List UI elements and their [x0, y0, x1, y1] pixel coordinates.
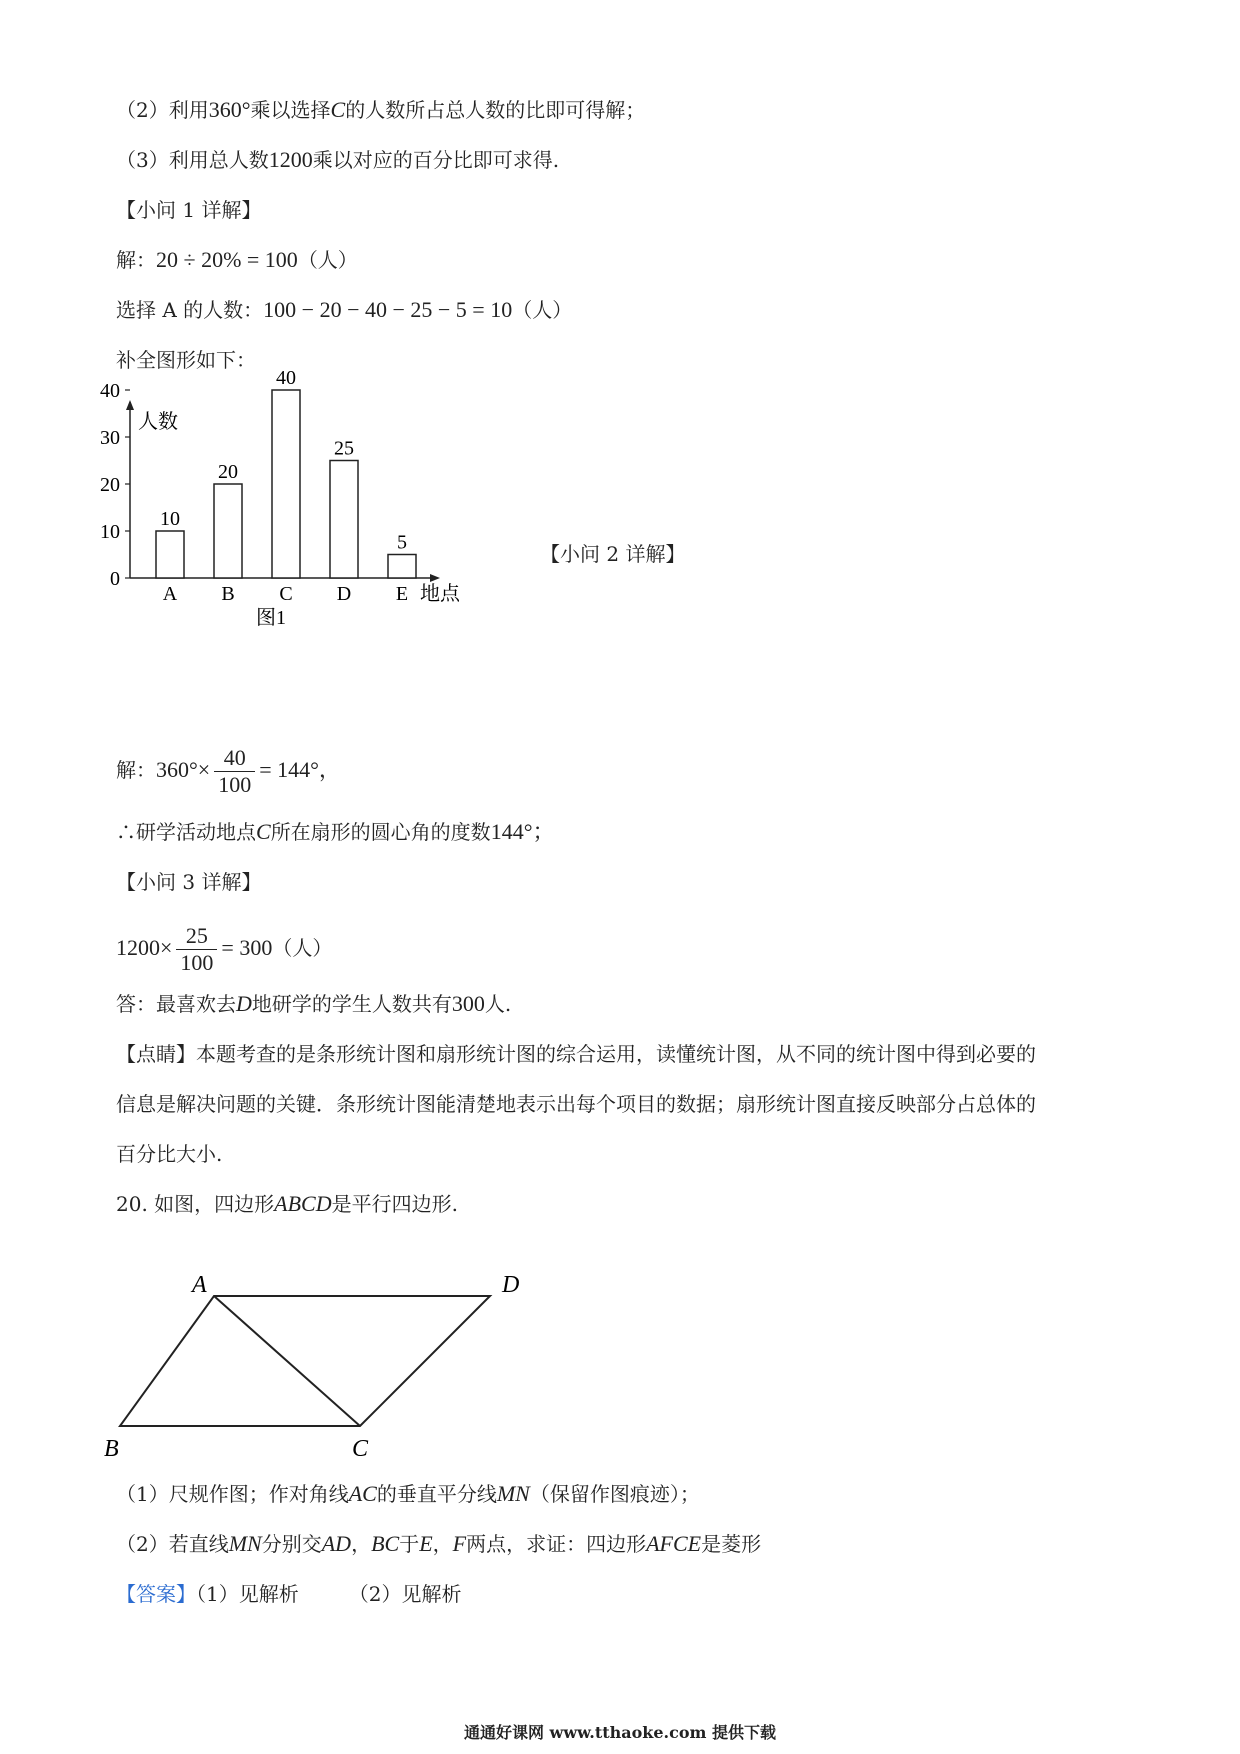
parallelogram-abcd	[120, 1296, 490, 1426]
bar-C	[272, 390, 300, 578]
answer-line: 【答案】（1）见解析 （2）见解析	[116, 1582, 462, 1606]
data-label-B: 20	[218, 461, 238, 483]
section-header-q1: 【小问 1 详解】	[116, 198, 262, 222]
data-label-D: 25	[334, 437, 354, 460]
page-footer: 通通好课网 www.tthaoke.com 提供下载	[463, 1723, 777, 1742]
vertex-label-c: C	[352, 1436, 369, 1462]
data-label-C: 40	[276, 367, 296, 389]
chart-caption: 图1	[256, 607, 286, 629]
y-axis-arrow	[126, 400, 134, 410]
bar-B	[214, 484, 242, 578]
y-tick-label: 40	[100, 380, 120, 402]
bar-D	[330, 461, 358, 579]
line-count-a: 选择 A 的人数：100 − 20 − 40 − 25 − 5 = 10（人）	[116, 297, 573, 322]
category-label-E: E	[395, 583, 409, 605]
category-label-B: B	[221, 583, 235, 605]
fraction-25-100: $\frac{25}{100}$	[176, 923, 217, 976]
answer-tag: 【答案】	[116, 1582, 196, 1606]
bar-E	[388, 555, 416, 579]
x-axis-arrow	[430, 574, 440, 582]
bar-A	[156, 531, 184, 578]
line-people-calc: 1200× $\frac{25}{100}$ = 300（人）	[116, 923, 333, 975]
y-tick-label: 10	[100, 521, 120, 543]
subquestion-2: （2）若直线MN分别交AD，BC于E，F两点，求证：四边形AFCE是菱形	[116, 1531, 762, 1556]
vertex-label-b: B	[104, 1436, 119, 1462]
line-therefore: ∴研学活动地点C所在扇形的圆心角的度数144°；	[116, 819, 555, 844]
comment-paragraph-1: 【点睛】本题考查的是条形统计图和扇形统计图的综合运用，读懂统计图，从不同的统计图中得到必要的	[116, 1042, 1036, 1066]
data-label-A: 10	[160, 508, 180, 530]
fraction-40-100: $\frac{40}{100}$	[214, 745, 255, 798]
y-axis-label: 人数	[138, 411, 178, 433]
section-header-q2: 【小问 2 详解】	[540, 542, 686, 566]
line-angle-calc: 解：360°× $\frac{40}{100}$ = 144°，	[116, 745, 341, 797]
comment-paragraph-3: 百分比大小.	[116, 1142, 223, 1166]
x-axis-label: 地点	[420, 583, 460, 605]
parallelogram-figure	[100, 1270, 560, 1470]
vertex-label-d: D	[502, 1272, 520, 1298]
question-20: 20. 如图，四边形ABCD是平行四边形.	[116, 1191, 458, 1216]
comment-paragraph-2: 信息是解决问题的关键．条形统计图能清楚地表示出每个项目的数据；扇形统计图直接反映部分占总体的	[116, 1092, 1036, 1116]
y-tick-label: 20	[100, 474, 120, 496]
category-label-A: A	[162, 583, 178, 605]
line-hint-2: （2）利用360°乘以选择C的人数所占总人数的比即可得解；	[116, 97, 646, 122]
line-solution-1: 解：20 ÷ 20% = 100（人）	[116, 247, 358, 272]
y-tick-label: 0	[110, 568, 120, 590]
category-label-D: D	[336, 583, 352, 605]
y-tick-label: 30	[100, 427, 120, 449]
line-hint-3: （3）利用总人数1200乘以对应的百分比即可求得.	[116, 147, 560, 172]
vertex-label-a: A	[192, 1272, 207, 1298]
category-label-C: C	[279, 583, 293, 605]
diagonal-ac	[214, 1296, 360, 1426]
subquestion-1: （1）尺规作图；作对角线AC的垂直平分线MN（保留作图痕迹）；	[116, 1481, 700, 1506]
data-label-E: 5	[397, 531, 407, 554]
line-answer: 答：最喜欢去D地研学的学生人数共有300人.	[116, 991, 512, 1016]
line-complete-figure: 补全图形如下：	[116, 348, 256, 372]
bar-chart	[100, 367, 530, 720]
section-header-q3: 【小问 3 详解】	[116, 870, 262, 894]
